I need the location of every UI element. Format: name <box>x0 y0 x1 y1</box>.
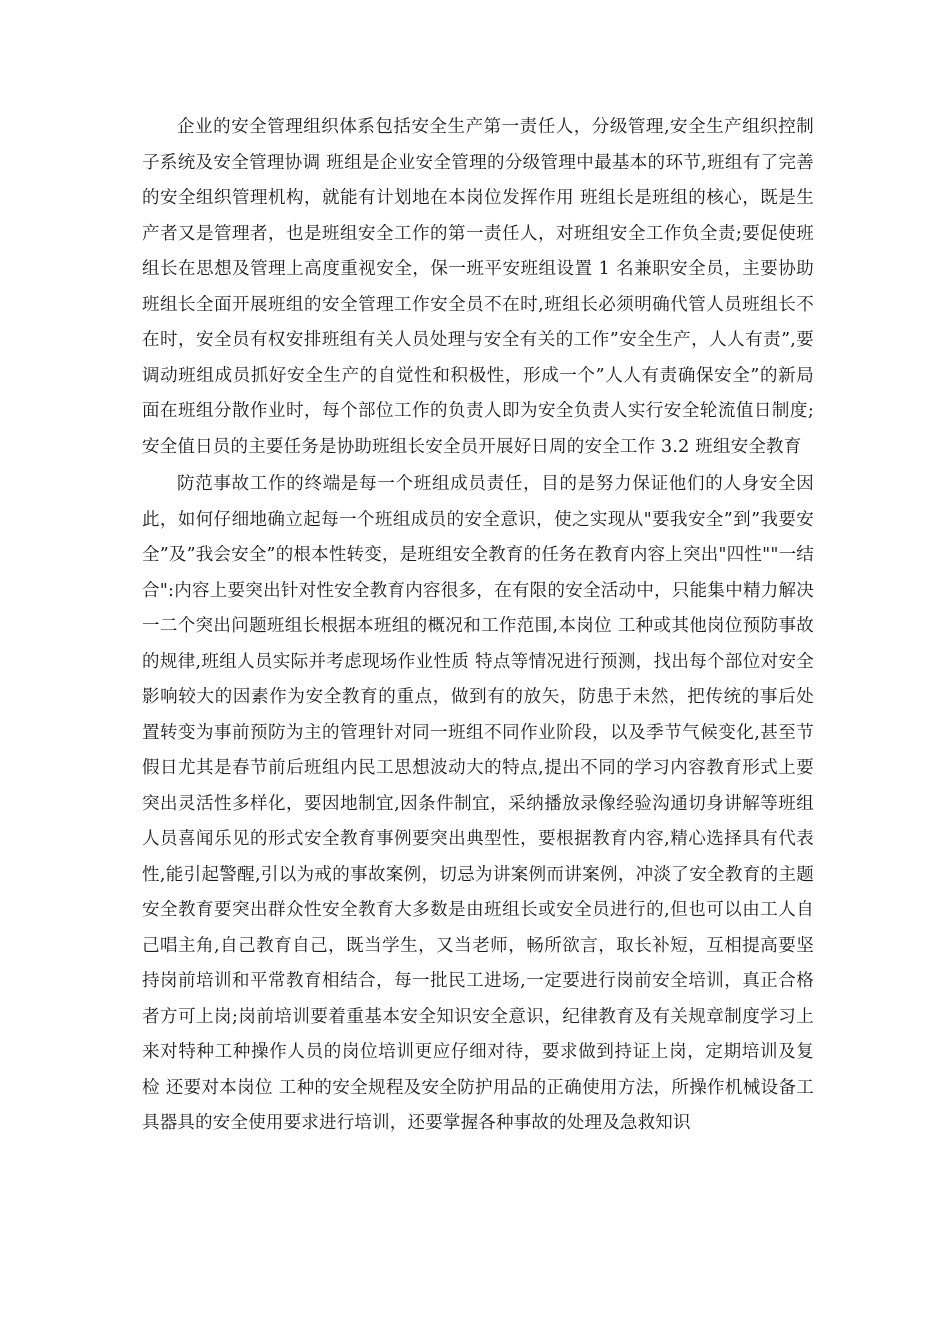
paragraph-safety-education: 防范事故工作的终端是每一个班组成员责任，目的是努力保证他们的人身安全因此，如何仔细地确立起每一个班组成员的安全意识，使之实现从"要我安全”到”我要安全”及”我会安全”的根本性转变，是班组安全教育的任务在教育内容上突出"四性""一结合":内容上要突出针对性安全教育内容很多，在有限的安全活动中，只能集中精力解决一二个突出问题班组长根据本班组的概况和工作范围,本岗位 工种或其他岗位预防事故的规律,班组人员实际并考虑现场作业性质 特点等情况进行预测，找出每个部位对安全影响较大的因素作为安全教育的重点，做到有的放矢，防患于未然，把传统的事后处置转变为事前预防为主的管理针对同一班组不同作业阶段，以及季节气候变化,甚至节假日尤其是春节前后班组内民工思想波动大的特点,提出不同的学习内容教育形式上要突出灵活性多样化，要因地制宜,因条件制宜，采纳播放录像经验沟通切身讲解等班组人员喜闻乐见的形式安全教育事例要突出典型性，要根据教育内容,精心选择具有代表性,能引起警醒,引以为戒的事故案例，切忌为讲案例而讲案例，冲淡了安全教育的主题 安全教育要突出群众性安全教育大多数是由班组长或安全员进行的,但也可以由工人自己唱主角,自己教育自己，既当学生，又当老师，畅所欲言，取长补短，互相提高要坚持岗前培训和平常教育相结合，每一批民工进场,一定要进行岗前安全培训，真正合格者方可上岗;岗前培训要着重基本安全知识安全意识，纪律教育及有关规章制度学习上来对特种工种操作人员的岗位培训更应仔细对待，要求做到持证上岗，定期培训及复检 还要对本岗位 工种的安全规程及安全防护用品的正确使用方法，所操作机械设备工具器具的安全使用要求进行培训，还要掌握各种事故的处理及急救知识 <box>142 474 814 1133</box>
paragraph-safety-organization: 企业的安全管理组织体系包括安全生产第一责任人，分级管理,安全生产组织控制子系统及安全管理协调 班组是企业安全管理的分级管理中最基本的环节,班组有了完善的安全组织管理机构，就能有计划地在本岗位发挥作用 班组长是班组的核心，既是生产者又是管理者，也是班组安全工作的第一责任人，对班组安全工作负全责;要促使班组长在思想及管理上高度重视安全，保一班平安班组设置 1 名兼职安全员，主要协助班组长全面开展班组的安全管理工作安全员不在时,班组长必须明确代管人员班组长不在时，安全员有权安排班组有关人员处理与安全有关的工作”安全生产，人人有责”,要调动班组成员抓好安全生产的自觉性和积极性，形成一个”人人有责确保安全”的新局面在班组分散作业时，每个部位工作的负责人即为安全负责人实行安全轮流值日制度;安全值日员的主要任务是协助班组长安全员开展好日周的安全工作 3.2 班组安全教育 <box>142 117 814 457</box>
document-body <box>142 110 814 1142</box>
